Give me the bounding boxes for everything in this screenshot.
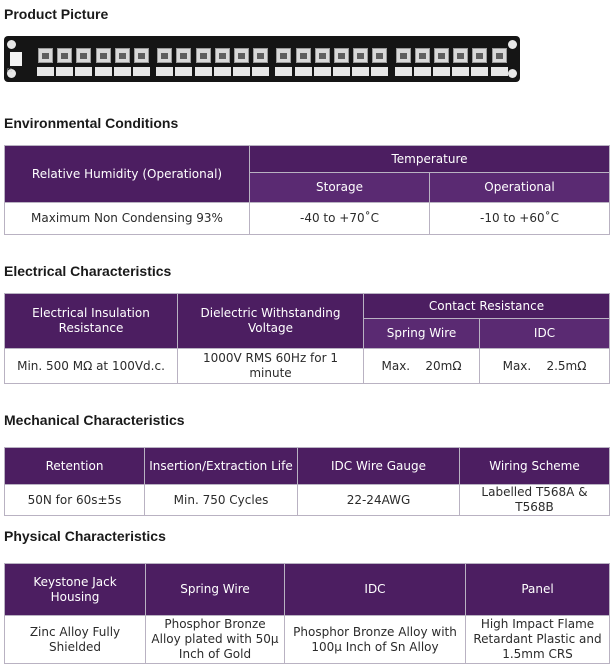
- port-label: [275, 67, 292, 76]
- panel-port: [334, 48, 349, 63]
- port-label: [195, 67, 212, 76]
- header-temperature: Temperature: [250, 146, 610, 173]
- header-relative-humidity: Relative Humidity (Operational): [5, 146, 250, 203]
- header-operational: Operational: [430, 173, 610, 203]
- cell-keystone-housing: Zinc Alloy Fully Shielded: [5, 616, 146, 664]
- panel-port: [76, 48, 91, 63]
- environmental-table: [4, 145, 610, 235]
- header-wiring-scheme: Wiring Scheme: [460, 448, 610, 485]
- panel-port: [453, 48, 468, 63]
- port-label: [395, 67, 412, 76]
- mechanical-table: [4, 447, 610, 516]
- environmental-heading: Environmental Conditions: [4, 115, 179, 131]
- port-label: [295, 67, 312, 76]
- port-label: [314, 67, 331, 76]
- header-idc-material: IDC: [285, 564, 466, 616]
- panel-port: [353, 48, 368, 63]
- header-spring-wire: Spring Wire: [364, 319, 480, 349]
- electrical-table: [4, 293, 610, 384]
- port-label: [433, 67, 450, 76]
- port-label: [233, 67, 250, 76]
- port-label: [252, 67, 269, 76]
- port-label: [133, 67, 150, 76]
- cell-idc-resistance: Max. 2.5mΩ: [480, 349, 610, 384]
- cell-retention: 50N for 60s±5s: [5, 485, 145, 516]
- cell-insulation: Min. 500 MΩ at 100Vd.c.: [5, 349, 178, 384]
- port-label: [156, 67, 173, 76]
- port-label: [75, 67, 92, 76]
- brand-mark: B3: [7, 68, 13, 73]
- panel-port: [176, 48, 191, 63]
- port-label: [114, 67, 131, 76]
- panel-port: [315, 48, 330, 63]
- brand-logo: [10, 52, 22, 66]
- panel-port: [492, 48, 507, 63]
- port-label: [471, 67, 488, 76]
- physical-heading: Physical Characteristics: [4, 528, 166, 544]
- header-keystone-housing: Keystone Jack Housing: [5, 564, 146, 616]
- cell-storage-temp: -40 to +70˚C: [250, 203, 430, 235]
- port-label: [56, 67, 73, 76]
- port-label: [491, 67, 508, 76]
- header-insertion-life: Insertion/Extraction Life: [145, 448, 298, 485]
- header-contact-resistance: Contact Resistance: [364, 294, 610, 319]
- port-label: [352, 67, 369, 76]
- cell-humidity: Maximum Non Condensing 93%: [5, 203, 250, 235]
- panel-port: [57, 48, 72, 63]
- patch-panel-image: [4, 36, 520, 82]
- header-idc: IDC: [480, 319, 610, 349]
- panel-port: [396, 48, 411, 63]
- header-retention: Retention: [5, 448, 145, 485]
- panel-port: [472, 48, 487, 63]
- cell-insertion-life: Min. 750 Cycles: [145, 485, 298, 516]
- header-spring-wire-material: Spring Wire: [146, 564, 285, 616]
- port-label: [414, 67, 431, 76]
- cell-idc-material: Phosphor Bronze Alloy with 100µ Inch of Sn Alloy: [285, 616, 466, 664]
- mounting-hole: [7, 40, 16, 49]
- port-label: [95, 67, 112, 76]
- product-picture-heading: Product Picture: [4, 6, 109, 22]
- header-storage: Storage: [250, 173, 430, 203]
- port-label: [333, 67, 350, 76]
- physical-table: [4, 563, 610, 664]
- panel-port: [296, 48, 311, 63]
- cell-operational-temp: -10 to +60˚C: [430, 203, 610, 235]
- cell-wiring-scheme: Labelled T568A & T568B: [460, 485, 610, 516]
- cell-dielectric: 1000V RMS 60Hz for 1 minute: [178, 349, 364, 384]
- port-label: [214, 67, 231, 76]
- header-dielectric-voltage: Dielectric Withstanding Voltage: [178, 294, 364, 349]
- header-wire-gauge: IDC Wire Gauge: [298, 448, 460, 485]
- header-insulation-resistance: Electrical Insulation Resistance: [5, 294, 178, 349]
- mounting-hole: [508, 40, 517, 49]
- panel-port: [276, 48, 291, 63]
- electrical-heading: Electrical Characteristics: [4, 263, 172, 279]
- port-label: [371, 67, 388, 76]
- cell-panel-material: High Impact Flame Retardant Plastic and 1.5mm CRS: [466, 616, 610, 664]
- panel-port: [38, 48, 53, 63]
- header-panel-material: Panel: [466, 564, 610, 616]
- panel-port: [234, 48, 249, 63]
- cell-spring-wire-material: Phosphor Bronze Alloy plated with 50µ Inch of Gold: [146, 616, 285, 664]
- port-label: [452, 67, 469, 76]
- panel-port: [415, 48, 430, 63]
- panel-port: [253, 48, 268, 63]
- panel-port: [215, 48, 230, 63]
- cell-spring-wire-resistance: Max. 20mΩ: [364, 349, 480, 384]
- port-label: [37, 67, 54, 76]
- panel-port: [157, 48, 172, 63]
- panel-port: [196, 48, 211, 63]
- panel-port: [372, 48, 387, 63]
- cell-wire-gauge: 22-24AWG: [298, 485, 460, 516]
- panel-port: [134, 48, 149, 63]
- port-label: [175, 67, 192, 76]
- panel-port: [115, 48, 130, 63]
- mechanical-heading: Mechanical Characteristics: [4, 412, 185, 428]
- panel-port: [434, 48, 449, 63]
- mounting-hole: [508, 69, 517, 78]
- panel-port: [96, 48, 111, 63]
